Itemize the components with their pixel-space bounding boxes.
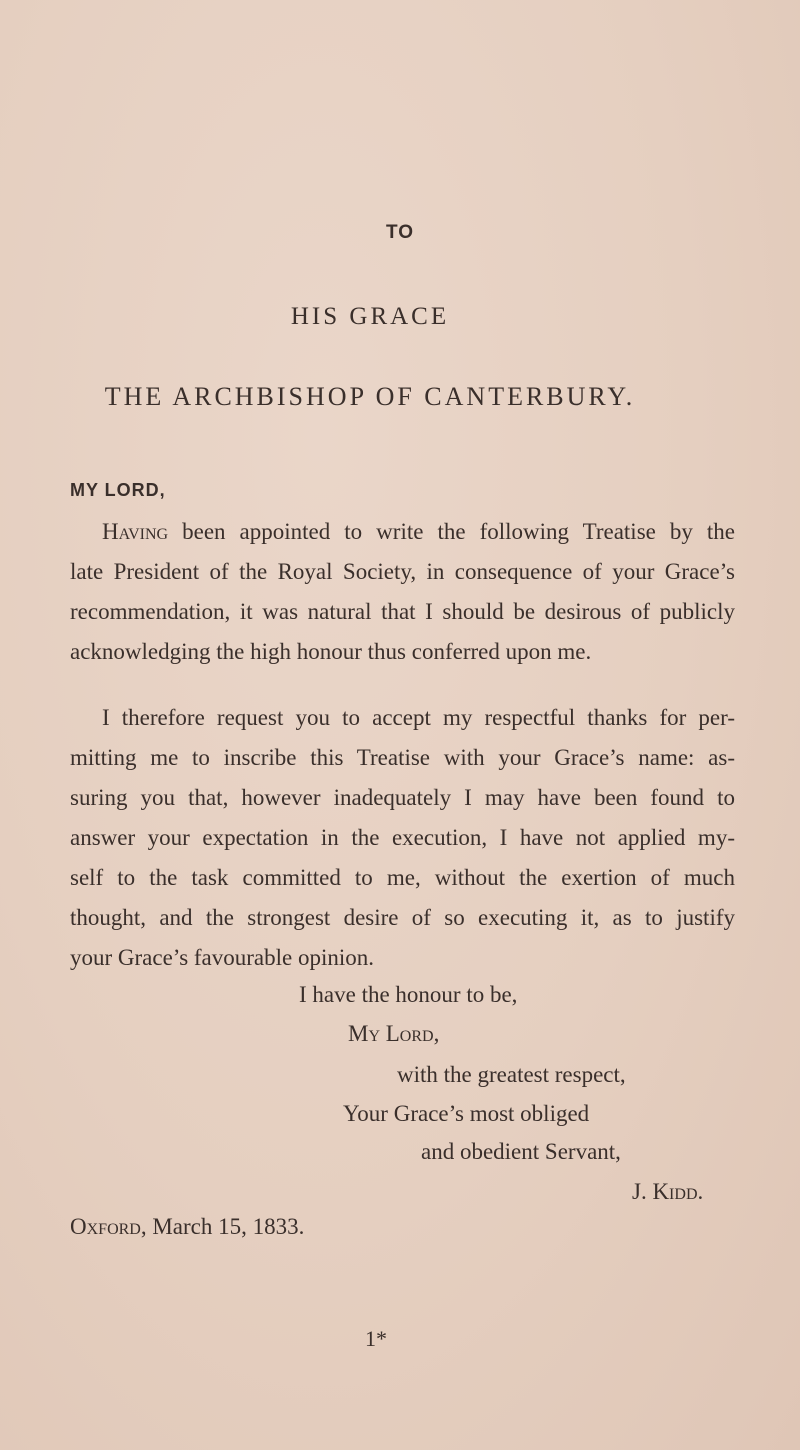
dedication-to: TO <box>385 222 415 243</box>
dedication-recipient: HIS GRACE <box>290 303 450 330</box>
paragraph-1-line-1-text: been appointed to write the following Treatise by the <box>168 519 735 544</box>
signature-mark: 1* <box>365 1326 387 1351</box>
paragraph-1-line-3: recommendation, it was natural that I should be desirous of publicly <box>70 599 735 624</box>
paragraph-1-line-2: late President of the Royal Society, in consequence of your Grace’s <box>70 559 735 584</box>
paragraph-1-line-1 <box>102 515 735 549</box>
salutation: MY LORD, <box>70 480 166 500</box>
drop-initial-word: Having <box>102 519 169 544</box>
paragraph-2-line-2: mitting me to inscribe this Treatise with your Grace’s name: as- <box>70 745 735 770</box>
paragraph-2-line-5: self to the task committed to me, without the exertion of much <box>70 865 735 890</box>
paragraph-2-line-1: I therefore request you to accept my respectful thanks for per- <box>102 705 735 730</box>
closing-line-4: Your Grace’s most obliged <box>343 1101 590 1126</box>
paragraph-1-line-4: acknowledging the high honour thus conferred upon me. <box>70 639 592 664</box>
paragraph-2-line-7: your Grace’s favourable opinion. <box>70 945 375 970</box>
closing-line-3: with the greatest respect, <box>397 1062 626 1087</box>
closing-line-2: My Lord, <box>348 1021 440 1046</box>
date: , March 15, 1833. <box>140 1214 305 1239</box>
closing-line-1: I have the honour to be, <box>299 982 518 1007</box>
place: Oxford <box>70 1214 141 1239</box>
signature: J. Kidd. <box>632 1179 704 1204</box>
closing-line-5: and obedient Servant, <box>421 1139 621 1164</box>
place-date <box>70 1214 304 1240</box>
paragraph-2-line-3: suring you that, however inadequately I may have been found to <box>70 785 735 810</box>
dedication-title: THE ARCHBISHOP OF CANTERBURY. <box>104 382 636 411</box>
paragraph-2-line-4: answer your expectation in the execution, I have not applied my- <box>70 825 735 850</box>
paragraph-2-line-6: thought, and the strongest desire of so executing it, as to justify <box>70 905 735 930</box>
